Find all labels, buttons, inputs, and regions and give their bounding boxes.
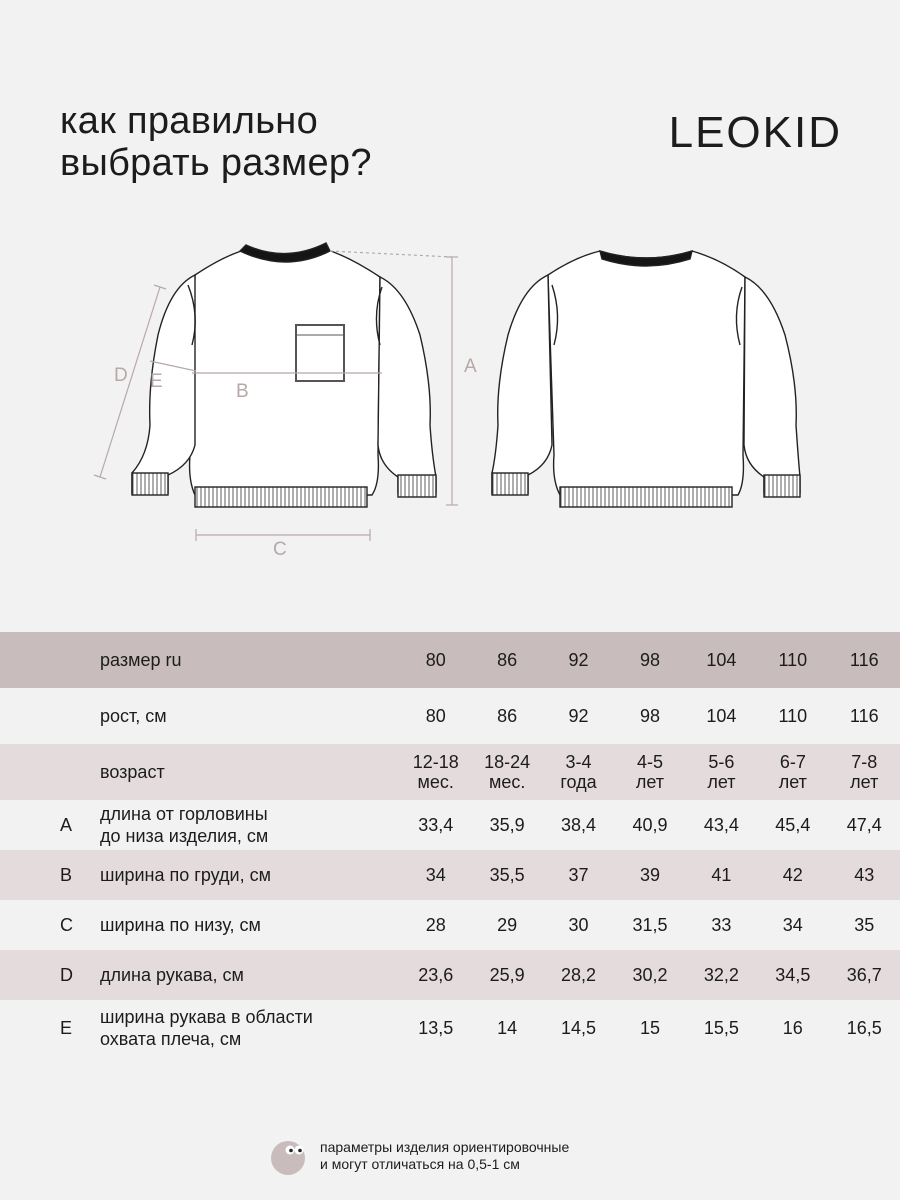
table-cell-line: 32,2 <box>703 965 739 985</box>
table-cell <box>829 1000 900 1056</box>
title-line-1: как правильно <box>60 100 319 142</box>
table-cell <box>686 850 757 900</box>
table-cell <box>757 800 828 850</box>
table-cell-line: 35,5 <box>489 865 525 885</box>
table-cell <box>543 950 614 1000</box>
table-cell-line: 35,9 <box>489 815 525 835</box>
row-label-line: охвата плеча, см <box>100 1029 242 1049</box>
table-cell-line: 15 <box>639 1018 660 1038</box>
table-cell-line: 86 <box>497 650 518 670</box>
row-marker <box>0 632 100 688</box>
table-cell-line: лет <box>635 772 665 792</box>
table-cell-line: 23,6 <box>418 965 454 985</box>
table-cell-line: 98 <box>639 706 660 726</box>
row-label <box>100 900 400 950</box>
table-cell <box>471 950 542 1000</box>
row-label <box>100 950 400 1000</box>
table-cell <box>757 632 828 688</box>
table-cell-line: 13,5 <box>418 1018 454 1038</box>
dim-label-d: D <box>114 365 128 386</box>
table-cell <box>686 950 757 1000</box>
table-cell <box>471 800 542 850</box>
table-cell-line: 110 <box>778 650 808 670</box>
row-marker <box>0 688 100 744</box>
table-cell-line: 12-18 <box>412 752 459 772</box>
sweatshirt-diagram <box>0 225 900 565</box>
row-marker <box>0 744 100 800</box>
table-cell <box>543 800 614 850</box>
footnote-line-2: и могут отличаться на 0,5-1 см <box>320 1156 520 1172</box>
footnote <box>268 1136 569 1176</box>
table-cell-line: 25,9 <box>489 965 525 985</box>
row-marker: C <box>60 914 73 935</box>
table-cell-line: 33,4 <box>418 815 454 835</box>
table-cell-line: 18-24 <box>484 752 531 772</box>
table-cell <box>829 744 900 800</box>
table-cell-line: 47,4 <box>846 815 882 835</box>
row-label <box>100 688 400 744</box>
table-cell <box>614 800 685 850</box>
title-line-2: выбрать размер? <box>60 142 372 184</box>
table-cell <box>757 950 828 1000</box>
table-cell <box>614 744 685 800</box>
footnote-line-1: параметры изделия ориентировочные <box>320 1139 570 1155</box>
table-cell-line: 104 <box>706 650 737 670</box>
table-cell <box>757 1000 828 1056</box>
table-cell <box>400 632 471 688</box>
table-cell-line: 104 <box>706 706 737 726</box>
table-cell <box>757 688 828 744</box>
table-cell <box>614 850 685 900</box>
table-cell <box>471 850 542 900</box>
table-cell-line: 6-7 <box>779 752 806 772</box>
table-cell-line: 30 <box>568 915 589 935</box>
table-cell <box>614 632 685 688</box>
table-cell-line: 80 <box>425 650 446 670</box>
table-cell <box>829 850 900 900</box>
table-cell-line: лет <box>850 772 879 792</box>
table-cell-line: 80 <box>425 706 446 726</box>
table-cell <box>400 950 471 1000</box>
table-cell-line: 43 <box>854 865 875 885</box>
table-cell-line: 34,5 <box>775 965 811 985</box>
dim-label-a: A <box>464 356 477 377</box>
table-cell-line: 16 <box>782 1018 803 1038</box>
row-label-line: ширина по груди, см <box>100 865 271 885</box>
table-row <box>0 688 900 744</box>
table-cell-line: 40,9 <box>632 815 668 835</box>
table-cell <box>471 900 542 950</box>
table-cell-line: 16,5 <box>846 1018 882 1038</box>
table-row <box>0 744 900 800</box>
row-marker: E <box>60 1017 73 1038</box>
table-cell <box>686 688 757 744</box>
table-cell-line: 35 <box>854 915 875 935</box>
table-cell-line: 38,4 <box>561 815 597 835</box>
table-cell <box>829 688 900 744</box>
table-cell-line: 34 <box>782 915 803 935</box>
table-cell <box>829 900 900 950</box>
table-row <box>0 850 900 900</box>
table-cell <box>543 632 614 688</box>
table-cell-line: 34 <box>425 865 446 885</box>
table-cell <box>829 632 900 688</box>
table-cell <box>757 850 828 900</box>
table-cell <box>471 688 542 744</box>
table-cell <box>686 800 757 850</box>
row-label <box>100 744 400 800</box>
table-cell-line: 37 <box>568 865 589 885</box>
table-cell-line: лет <box>778 772 807 792</box>
page-title <box>60 100 372 184</box>
table-row <box>0 800 900 850</box>
table-cell <box>400 688 471 744</box>
table-cell-line: 33 <box>711 915 732 935</box>
sweatshirt-back <box>492 251 800 507</box>
row-label-line: ширина по низу, см <box>100 915 261 935</box>
mascot-icon <box>268 1136 308 1176</box>
table-cell <box>614 1000 685 1056</box>
table-cell-line: мес. <box>488 772 526 792</box>
table-cell <box>757 900 828 950</box>
table-cell-line: 92 <box>568 650 589 670</box>
row-marker: D <box>60 964 73 985</box>
table-cell <box>543 850 614 900</box>
table-row <box>0 900 900 950</box>
table-cell-line: 15,5 <box>703 1018 739 1038</box>
table-cell <box>400 900 471 950</box>
table-cell-line: 42 <box>782 865 803 885</box>
table-cell <box>543 688 614 744</box>
table-cell-line: 29 <box>497 915 518 935</box>
row-label-line: длина от горловины <box>100 804 268 824</box>
table-cell-line: 110 <box>778 706 808 726</box>
table-cell <box>471 744 542 800</box>
table-cell-line: лет <box>707 772 736 792</box>
table-cell-line: 30,2 <box>632 965 668 985</box>
row-label-line: размер ru <box>100 650 182 670</box>
sweatshirt-front <box>132 243 436 507</box>
row-label-line: до низа изделия, см <box>100 826 269 846</box>
row-label-line: рост, см <box>100 706 167 726</box>
table-cell <box>614 950 685 1000</box>
table-cell <box>400 744 471 800</box>
table-cell <box>614 900 685 950</box>
table-cell-line: 98 <box>639 650 660 670</box>
table-cell <box>829 950 900 1000</box>
table-cell <box>543 744 614 800</box>
table-cell <box>471 632 542 688</box>
table-cell-line: 41 <box>711 865 732 885</box>
row-label <box>100 800 400 850</box>
table-cell-line: 28 <box>425 915 446 935</box>
dim-label-c: C <box>273 539 287 560</box>
table-cell <box>400 850 471 900</box>
table-cell-line: 14 <box>497 1018 518 1038</box>
table-cell-line: 14,5 <box>561 1018 597 1038</box>
table-cell-line: 5-6 <box>708 752 735 772</box>
table-cell-line: 3-4 <box>565 752 592 772</box>
table-cell-line: 39 <box>639 865 660 885</box>
table-cell-line: 116 <box>849 650 879 670</box>
table-cell-line: 7-8 <box>851 752 878 772</box>
table-cell-line: 45,4 <box>775 815 811 835</box>
table-cell-line: 36,7 <box>846 965 882 985</box>
table-cell-line: 28,2 <box>561 965 597 985</box>
row-label <box>100 632 400 688</box>
dim-label-e: E <box>150 371 163 392</box>
table-cell <box>686 900 757 950</box>
table-cell <box>686 632 757 688</box>
table-cell <box>686 1000 757 1056</box>
row-label-line: длина рукава, см <box>100 965 244 985</box>
table-cell-line: 43,4 <box>703 815 739 835</box>
brand-logo: LEOKID <box>668 108 842 157</box>
table-cell <box>614 688 685 744</box>
dim-label-b: B <box>236 381 249 402</box>
row-label <box>100 850 400 900</box>
table-cell-line: 92 <box>568 706 589 726</box>
table-cell <box>543 1000 614 1056</box>
table-row <box>0 1000 900 1056</box>
table-cell <box>686 744 757 800</box>
row-label-line: возраст <box>100 762 165 782</box>
table-cell <box>400 1000 471 1056</box>
table-cell-line: 86 <box>497 706 518 726</box>
table-cell-line: 4-5 <box>636 752 663 772</box>
table-cell-line: мес. <box>417 772 454 792</box>
table-cell <box>471 1000 542 1056</box>
table-cell-line: 116 <box>849 706 879 726</box>
row-marker: B <box>60 864 73 885</box>
row-label-line: ширина рукава в области <box>100 1007 313 1027</box>
table-cell <box>757 744 828 800</box>
table-cell <box>400 800 471 850</box>
table-cell <box>829 800 900 850</box>
size-table <box>0 632 900 1056</box>
table-cell-line: 31,5 <box>632 915 668 935</box>
table-row <box>0 632 900 688</box>
table-cell <box>543 900 614 950</box>
table-row <box>0 950 900 1000</box>
row-marker: A <box>60 814 73 835</box>
row-label <box>100 1000 400 1056</box>
table-cell-line: года <box>560 772 597 792</box>
